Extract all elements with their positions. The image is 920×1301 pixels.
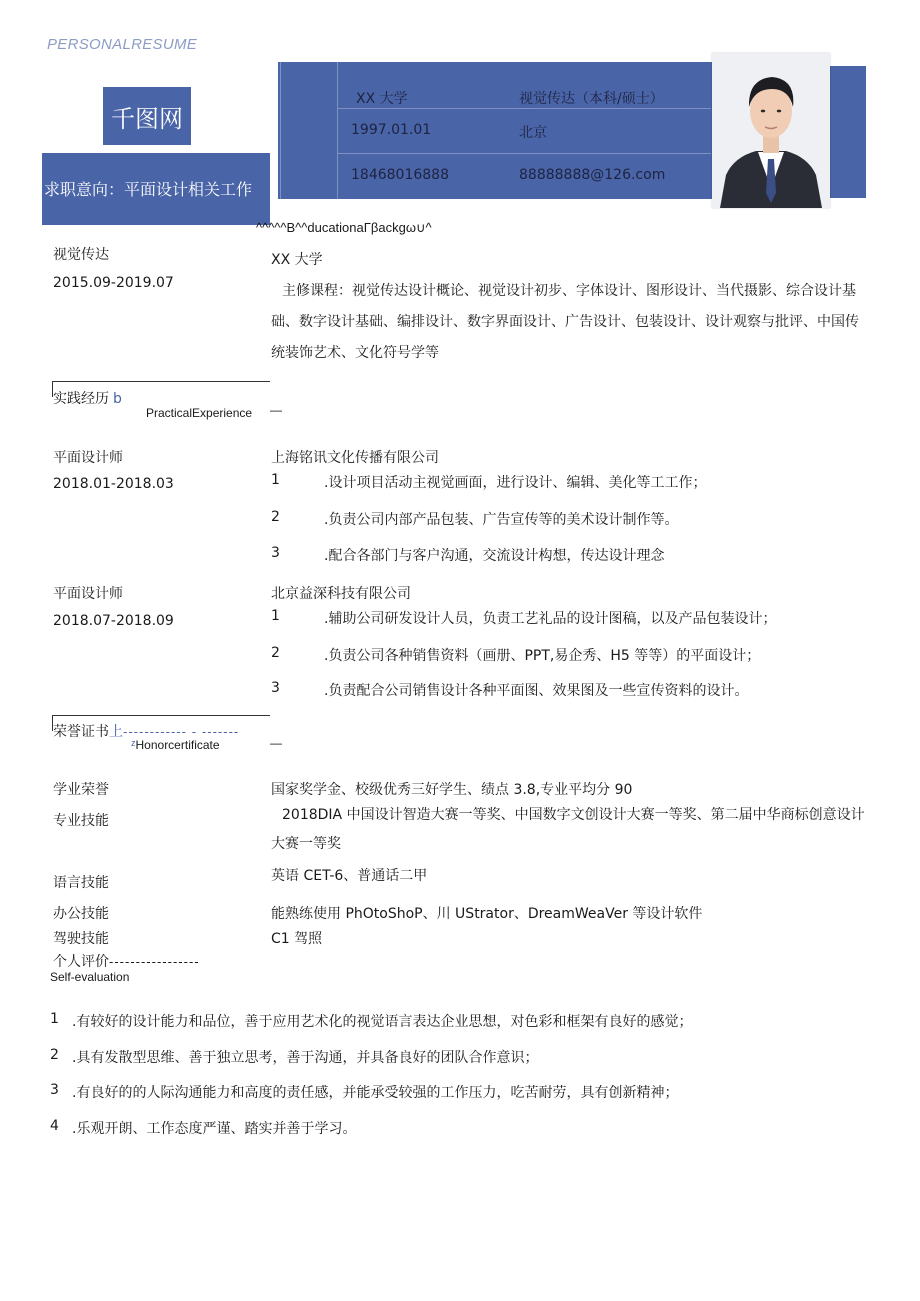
job-item-num: 3 bbox=[271, 680, 280, 696]
honors-title-text: 荣誉证书 bbox=[53, 724, 109, 740]
honor-label: 办公技能 bbox=[53, 906, 109, 922]
self-item-num: 1 bbox=[50, 1011, 59, 1027]
job-item-text: .配合各部门与客户沟通，交流设计构想，传达设计理念 bbox=[324, 548, 665, 564]
honor-label: 语言技能 bbox=[53, 875, 109, 891]
job-item-text: .负责公司内部产品包装、广告宣传等的美术设计制作等。 bbox=[324, 512, 679, 528]
self-item-num: 3 bbox=[50, 1082, 59, 1098]
job-item-text: .设计项目活动主视觉画面，进行设计、编辑、美化等工工作； bbox=[324, 475, 707, 491]
honor-label: 驾驶技能 bbox=[53, 931, 109, 947]
job-item-num: 1 bbox=[271, 608, 280, 624]
intent-box bbox=[42, 153, 270, 225]
practice-title bbox=[53, 388, 122, 408]
job-item-num: 2 bbox=[271, 509, 280, 525]
resume-header-label: PERSONALRESUME bbox=[47, 36, 198, 53]
honor-value: C1 驾照 bbox=[271, 931, 323, 947]
education-school: XX 大学 bbox=[271, 252, 323, 268]
honor-value: 英语 CET-6、普通话二甲 bbox=[271, 868, 428, 884]
honors-title-dashes: ------------ - ------- bbox=[123, 725, 240, 739]
honors-divider bbox=[52, 715, 270, 716]
honor-value: 国家奖学金、校级优秀三好学生、绩点 3.8,专业平均分 90 bbox=[271, 782, 633, 798]
self-title bbox=[53, 951, 200, 971]
job-company: 上海铭讯文化传播有限公司 bbox=[271, 450, 439, 466]
candidate-name: 千图网 bbox=[111, 105, 183, 133]
job-period: 2018.01-2018.03 bbox=[53, 476, 174, 492]
info-school: XX 大学 bbox=[356, 91, 408, 107]
practice-dash: — bbox=[270, 403, 282, 417]
info-major: 视觉传达（本科/硕士） bbox=[519, 91, 664, 107]
job-role: 平面设计师 bbox=[53, 450, 123, 466]
job-item-text: .负责公司各种销售资料（画册、PPT,易企秀、H5 等等）的平面设计； bbox=[324, 648, 761, 664]
self-item-text: .有较好的设计能力和品位，善于应用艺术化的视觉语言表达企业思想，对色彩和框架有良好的感觉； bbox=[72, 1014, 693, 1030]
job-item-num: 1 bbox=[271, 472, 280, 488]
practice-title-mark: b bbox=[113, 391, 122, 407]
honors-subtitle-text: Honorcertificate bbox=[135, 738, 220, 752]
honors-subtitle-mark: z bbox=[131, 738, 136, 748]
job-role: 平面设计师 bbox=[53, 586, 123, 602]
job-intent: 求职意向：平面设计相关工作 bbox=[44, 180, 253, 199]
practice-subtitle: PracticalExperience bbox=[146, 406, 253, 420]
portrait-illustration bbox=[712, 53, 830, 208]
self-item-num: 4 bbox=[50, 1118, 59, 1134]
job-item-num: 3 bbox=[271, 545, 280, 561]
info-band-right bbox=[826, 66, 866, 198]
name-box bbox=[103, 87, 191, 145]
self-subtitle: Self-evaluation bbox=[50, 970, 130, 984]
honors-title-mark: 上 bbox=[109, 724, 123, 740]
honors-subtitle bbox=[131, 738, 220, 752]
honor-label: 专业技能 bbox=[53, 813, 109, 829]
education-courses: 主修课程：视觉传达设计概论、视觉设计初步、字体设计、图形设计、当代摄影、综合设计基础、数字设计基础、编排设计、数字界面设计、广告设计、包装设计、设计观察与批评、中国传统装饰艺术、文化符号学等 bbox=[271, 283, 859, 361]
job-item-text: .辅助公司研发设计人员，负责工艺礼品的设计图稿，以及产品包装设计； bbox=[324, 611, 777, 627]
education-section-title: ^^^^^B^^ducationaΓβackgω∪^ bbox=[256, 220, 432, 235]
info-city: 北京 bbox=[519, 125, 547, 141]
self-item-text: .乐观开朗、工作态度严谨、踏实并善于学习。 bbox=[72, 1121, 357, 1137]
education-major: 视觉传达 bbox=[53, 247, 109, 263]
job-company: 北京益深科技有限公司 bbox=[271, 586, 411, 602]
profile-photo bbox=[712, 53, 830, 208]
education-period: 2015.09-2019.07 bbox=[53, 275, 174, 291]
practice-title-text: 实践经历 bbox=[53, 391, 109, 407]
info-email: 88888888@126.com bbox=[519, 167, 666, 183]
honor-value: 能熟练使用 PhOtoShoP、川 UStrator、DreamWeaVer 等设计软件 bbox=[271, 906, 703, 922]
self-item-text: .有良好的的人际沟通能力和高度的责任感，并能承受较强的工作压力，吃苦耐劳，具有创新精神； bbox=[72, 1085, 679, 1101]
honor-label: 学业荣誉 bbox=[53, 782, 109, 798]
job-item-num: 2 bbox=[271, 645, 280, 661]
info-phone: 18468016888 bbox=[351, 167, 449, 183]
info-birth: 1997.01.01 bbox=[351, 122, 432, 138]
self-item-text: .具有发散型思维、善于独立思考，善于沟通，并具备良好的团队合作意识； bbox=[72, 1050, 539, 1066]
job-period: 2018.07-2018.09 bbox=[53, 613, 174, 629]
self-item-num: 2 bbox=[50, 1047, 59, 1063]
practice-divider bbox=[52, 381, 270, 382]
self-title-dashes: ----------------- bbox=[109, 955, 200, 969]
job-item-text: .负责配合公司销售设计各种平面图、效果图及一些宣传资料的设计。 bbox=[324, 683, 749, 699]
honors-dash: — bbox=[270, 736, 282, 750]
honor-value: 2018DIA 中国设计智造大赛一等奖、中国数字文创设计大赛一等奖、第二届中华商标创意设计大赛一等奖 bbox=[271, 807, 865, 852]
self-title-text: 个人评价 bbox=[53, 954, 109, 970]
